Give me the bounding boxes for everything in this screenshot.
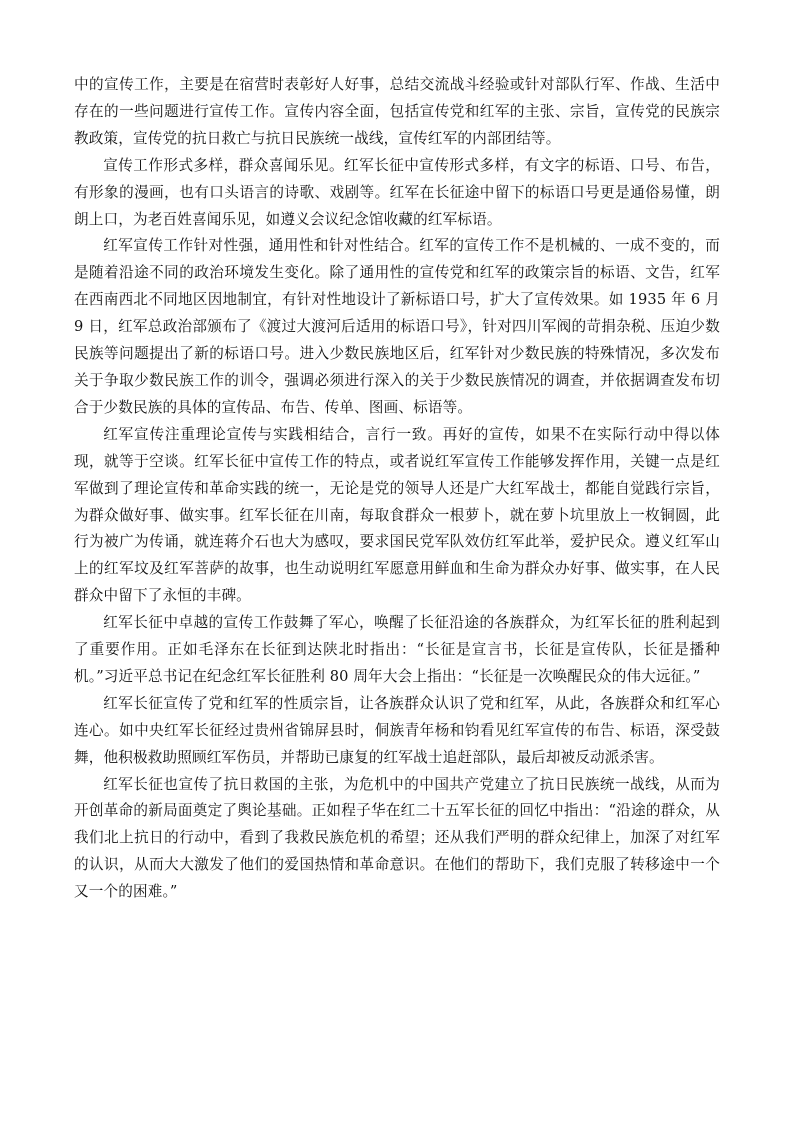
paragraph-morale: 红军长征中卓越的宣传工作鼓舞了军心，唤醒了长征沿途的各族群众，为红军长征的胜利起到了重要作用。正如毛泽东在长征到达陕北时指出：“长征是宣言书，长征是宣传队，长征是播种机。”习近平总书记在纪念红军长征胜利 80 周年大会上指出：“长征是一次唤醒民众的伟大远征。” (74, 614, 720, 685)
paragraph-party-nature: 红军长征宣传了党和红军的性质宗旨，让各族群众认识了党和红军，从此，各族群众和红军心连心。如中央红军长征经过贵州省锦屏县时，侗族青年杨和钧看见红军宣传的布告、标语，深受鼓舞，他积极救助照顾红军伤员，并帮助已康复的红军战士追赶部队，最后却被反动派杀害。 (74, 694, 720, 766)
paragraph-continued: 中的宣传工作，主要是在宿营时表彰好人好事，总结交流战斗经验或针对部队行军、作战、生活中存在的一些问题进行宣传工作。宣传内容全面，包括宣传党和红军的主张、宗旨，宣传党的民族宗教政策，宣传党的抗日救亡与抗日民族统一战线，宣传红军的内部团结等。 (74, 76, 720, 147)
paragraph-theory-practice: 红军宣传注重理论宣传与实践相结合，言行一致。再好的宣传，如果不在实际行动中得以体现，就等于空谈。红军长征中宣传工作的特点，或者说红军宣传工作能够发挥作用，关键一点是红军做到了理论宣传和革命实践的统一，无论是党的领导人还是广大红军战士，都能自觉践行宗旨，为群众做好事、做实事。红军长征在川南，每取食群众一根萝卜，就在萝卜坑里放上一枚铜圆，此行为被广为传诵，就连蒋介石也大为感叹，要求国民党军队效仿红军此举，爱护民众。遵义红军山上的红军坟及红军菩萨的故事，也生动说明红军愿意用鲜血和生命为群众办好事、做实事，在人民群众中留下了永恒的丰碑。 (74, 425, 720, 605)
paragraph-targeted-propaganda: 红军宣传工作针对性强，通用性和针对性结合。红军的宣传工作不是机械的、一成不变的，而是随着沿途不同的政治环境发生变化。除了通用性的宣传党和红军的政策宗旨的标语、文告，红军在西南西北不同地区因地制宜，有针对性地设计了新标语口号，扩大了宣传效果。如 1935 年 6 月 9 日，红军总政治部颁布了《渡过大渡河后适用的标语口号》，针对四川军阀的苛捐杂税、压迫少数民族等问题提出了新的标语口号。进入少数民族地区后，红军针对少数民族的特殊情况，多次发布关于争取少数民族工作的训令，强调必须进行深入的关于少数民族情况的调查，并依据调查发布切合于少数民族的具体的宣传品、布告、传单、图画、标语等。 (74, 237, 720, 416)
article-body (74, 72, 720, 906)
paragraph-anti-japanese: 红军长征也宣传了抗日救国的主张，为危机中的中国共产党建立了抗日民族统一战线，从而为开创革命的新局面奠定了舆论基础。正如程子华在红二十五军长征的回忆中指出：“沿途的群众，从我们北上抗日的行动中，看到了我救民族危机的希望；还从我们严明的群众纪律上，加深了对红军的认识，从而大大激发了他们的爱国热情和革命意识。在他们的帮助下，我们克服了转移途中一个又一个的困难。” (74, 775, 720, 901)
paragraph-propaganda-forms: 宣传工作形式多样，群众喜闻乐见。红军长征中宣传形式多样，有文字的标语、口号、布告，有形象的漫画，也有口头语言的诗歌、戏剧等。红军在长征途中留下的标语口号更是通俗易懂，朗朗上口，为老百姓喜闻乐见，如遵义会议纪念馆收藏的红军标语。 (74, 156, 720, 228)
